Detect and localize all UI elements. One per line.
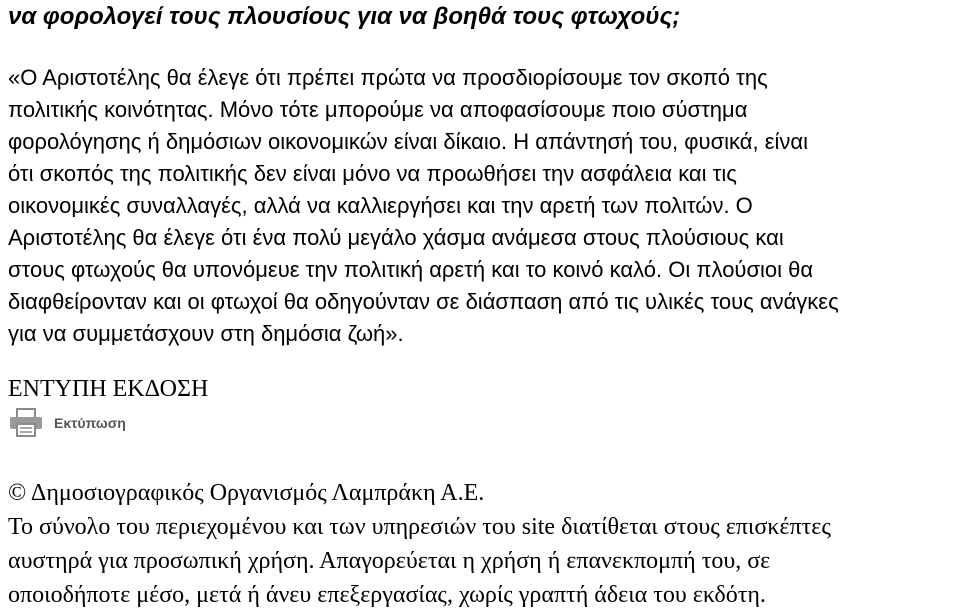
body-line: Αριστοτέλης θα έλεγε ότι ένα πολύ μεγάλο χάσμα ανάμεσα στους πλούσιους και: [8, 225, 784, 250]
printer-icon: [8, 408, 44, 438]
body-line: διαφθείρονταν και οι φτωχοί θα οδηγούνταν σε διάσπαση από τις υλικές τους ανάγκες: [8, 289, 839, 314]
body-line: για να συμμετάσχουν στη δημόσια ζωή».: [8, 321, 404, 346]
article-heading: να φορολογεί τους πλουσίους για να βοηθά τους φτωχούς;: [8, 3, 681, 30]
footer-line: Το σύνολο του περιεχομένου και των υπηρεσιών του site διατίθεται στους επισκέπτες: [8, 514, 831, 540]
print-button[interactable]: [8, 407, 126, 439]
body-line: οικονομικές συναλλαγές, αλλά να καλλιεργήσει και την αρετή των πολιτών. Ο: [8, 193, 753, 218]
body-line: ότι σκοπός της πολιτικής δεν είναι μόνο να προωθήσει την ασφάλεια και τις: [8, 161, 737, 186]
article-body: [8, 62, 953, 350]
copyright-footer: [8, 476, 958, 612]
footer-line: αυστηρά για προσωπική χρήση. Απαγορεύεται η χρήση ή επανεκπομπή του, σε: [8, 548, 771, 574]
body-line: πολιτικής κοινότητας. Μόνο τότε μπορούμε να αποφασίσουμε ποιο σύστημα: [8, 97, 748, 122]
print-label: Εκτύπωση: [54, 415, 126, 431]
footer-line: © Δημοσιογραφικός Οργανισμός Λαμπράκη Α.Ε.: [8, 480, 485, 506]
body-line: «Ο Αριστοτέλης θα έλεγε ότι πρέπει πρώτα να προσδιορίσουμε τον σκοπό της: [8, 65, 768, 90]
print-edition-title: ΕΝΤΥΠΗ ΕΚΔΟΣΗ: [8, 376, 209, 402]
footer-line: οποιοδήποτε μέσο, μετά ή άνευ επεξεργασίας, χωρίς γραπτή άδεια του εκδότη.: [8, 582, 766, 608]
body-line: στους φτωχούς θα υπονόμευε την πολιτική αρετή και το κοινό καλό. Οι πλούσιοι θα: [8, 257, 814, 282]
body-line: φορολόγησης ή δημόσιων οικονομικών είναι δίκαιο. Η απάντησή του, φυσικά, είναι: [8, 129, 809, 154]
